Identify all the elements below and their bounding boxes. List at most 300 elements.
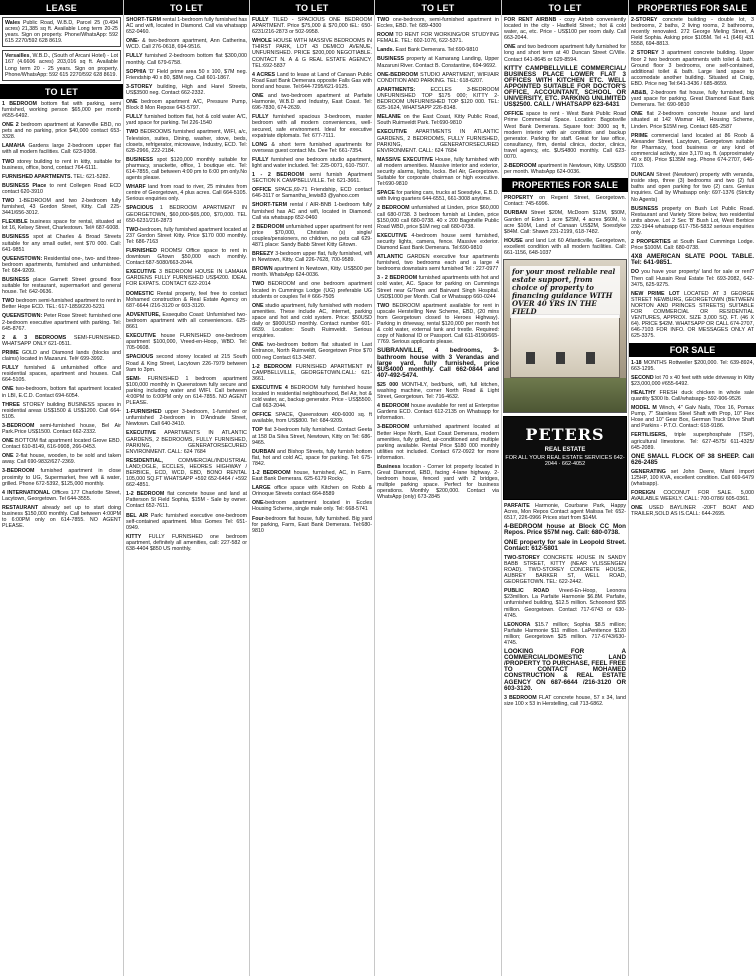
classified-ad <box>631 505 754 517</box>
classified-ad <box>377 129 499 153</box>
ad-body-text: BEDROOM apartment available for rent in upscale Herstelling New Scheme, EBD, (20 mins from Georgetown closed to Heroes Highway). Parking in driveway, rental $120,000 per month hot & cold water, external tank and trestle. Required: copy of National ID or Passport. Call 611-8190/665-7769. Serious applicants please. <box>377 302 499 346</box>
classified-ad <box>377 382 499 400</box>
column-4 <box>374 0 501 976</box>
ad-lead-text: BROWN <box>252 266 273 273</box>
ad-lead-text: FOREIGN <box>631 490 656 497</box>
ad-body-text: unfurnished apartment located at Better Hope North, East Coast Demerara, modern amenities, fully grilled, air-conditioned and multiple parking available. Rental Price $180 000 monthly utilities not included. Contact 672-0922 for more information. <box>377 424 499 461</box>
ad-lead-text: ONE <box>252 302 264 309</box>
ad-body-text: furnished spacious 3-bedroom, master bedroom with all modern conveniences, well-secured, safe environment. Ideal for executive expatriate diplomats. Tel: 677-7111. <box>252 114 372 139</box>
ad-lead-text: PUBLIC ROAD <box>504 588 550 595</box>
column-1 <box>0 0 123 976</box>
classified-ad <box>252 303 372 340</box>
classified-ad <box>377 205 499 229</box>
classified-ad <box>2 313 121 331</box>
ad-body-text: location - Corner lot property located in Great Diamond, EBD, facing 4-lane highway. 2-bedroom house, fenced yard with 2 bridges, multiple parking space. Perfect for business operations. Monthly $200,000. Contact via WhatsApp (only) 673-2845 <box>377 464 499 501</box>
ad-body-text: HOUSE WITH MASSIVE BEDROOMS IN THIRST PARK, LOT 43 DEMICO AVENUE, UNFURNISHED. PRICE $200,000 NEGOTIABLE. CONTACT N. A & G REAL ESTATE AGENCY. TEL:692-5837 <box>252 38 372 69</box>
ad-lead-text: 4X8 AMERICAN SLATE POOL TABLE. Tel: 641-9851. <box>631 253 754 267</box>
ad-lead-text: DURBAN <box>504 210 527 217</box>
classified-ad <box>252 427 372 445</box>
ad-lead-text: LEONORA <box>504 621 531 628</box>
ad-body-text: second storey located at 215 South Road & King Street, Lacytown 226-7979 between 9am to 3pm. <box>126 354 247 373</box>
ad-body-text: 1-BEDROOM and two 2-bedroom fully furnished, 43 Gordon Street, Kitty. Call 225-3441/656-3012. <box>2 197 121 217</box>
ad-lead-text: FULLY <box>252 156 269 163</box>
ad-body-text: CONCRETE HOUSE IN SANDY BABB STREET, KITTY (NEAR VLISSENGEN ROAD). TWO-STOREY CONCRETE HOUSE, AUBREY BARKER ST, WELL ROAD, GEORGETOWN. TEL: 622-2442. <box>504 554 626 586</box>
ad-body-text: office space with Kitchen on Robb & Orinoque Streets contact 664-8589 <box>252 485 372 498</box>
classified-ad <box>252 93 372 111</box>
classified-ad <box>631 490 754 502</box>
column-3 <box>249 0 374 976</box>
classified-ad <box>126 17 247 35</box>
ad-body-text: Peter Rose Street: furnished one 2-bedroom executive apartment with parking. Tel: 645-8767. <box>2 313 121 332</box>
section-subheader: PROPERTIES FOR SALE <box>502 178 628 192</box>
ad-lead-text: Versailles <box>5 53 30 60</box>
classified-ad <box>2 350 121 362</box>
ad-lead-text: EXECUTIVE <box>126 333 157 340</box>
ad-lead-text: SOPHIA <box>126 68 147 75</box>
ad-body-text: furnished apartment in close proximity to UG, Supermarket, free wifi & water, grilled. Phone 672-5392, $125,000 monthly. <box>2 468 121 487</box>
ad-lead-text: FOR RENT AIRBNB <box>504 17 557 23</box>
ad-lead-text: $25 000 <box>377 381 399 388</box>
classified-ad <box>252 38 372 68</box>
classified-ad <box>2 277 121 295</box>
ad-body-text: Vreed-En-Hoop, Leonora $23million. La Parfaite Harmonie $6.8M. Parfaite, unfurnished building, $12.5 million. Schoonord $55 million. Georgetown. Contact 717-6743 or 630-4745. <box>504 588 626 619</box>
banner-brand-name: PETERS <box>525 425 605 445</box>
classified-ad <box>126 458 247 488</box>
ad-body-text: 3 BEDROOM HOUSE IN LAMAHA GARDENS FULLY FURNISHED US$4200. IDEAL FOR EXPATS. CONTACT 622-2014 <box>126 269 247 288</box>
classified-ad <box>126 291 247 309</box>
ad-body-text: and Bishop Streets, fully furnish bottom flat, hot and cold AC, space for parking. Tel: 675-7842. <box>252 448 372 467</box>
ad-body-text: concrete building - double lot, 3 bedrooms, 2 baths, 2 living rooms, 2 bathrooms, recently renovated. 272 George Meling Street, A Field Sophia. Asking price $105M. Tel +1 (646) 431 5558, 694-8813. <box>631 17 754 48</box>
ad-body-text: spot at Charles & Broad Streets suitable for any small outlet, rent $70 000. Call: 641-9851 <box>2 234 121 253</box>
ad-body-text: SEMI-FURNISHED. WHATSAPP ONLY 621-0511. <box>2 334 122 347</box>
classified-ad <box>504 695 626 707</box>
classified-ad <box>2 198 121 216</box>
ad-lead-text: 2 BEDROOM <box>252 223 285 230</box>
ad-body-text: business space for rental, situated at lot 16, Kelsey Street, Charlestown. Tel# 687-6008. <box>2 219 121 232</box>
ad-lead-text: TWO <box>2 298 15 305</box>
ad-body-text: property at Kamarang Landing, Upper Mazaruni River. Contact B. Constantine, 694-9692. <box>377 56 499 69</box>
ad-lead-text: 2-BEDROOM <box>504 163 537 170</box>
ad-body-text: flat 2-bedroom concrete house and land situated at 142 Wismar Hill, Housing Scheme, Linden. Price $15M neg. Contact 685-2587 <box>631 111 754 130</box>
ad-body-text: storey building to rent in kitty, suitable for business, office, bond, contact 764-6111. <box>2 158 121 171</box>
ad-body-text: one-bedroom, semi-furnished apartment in Eccles, EBD. Tel: 689-4300 <box>377 17 499 30</box>
ad-lead-text: ONE <box>504 44 516 51</box>
ad-lead-text: FURNISHED <box>126 248 157 254</box>
window-shape <box>556 352 565 364</box>
ad-lead-text: SEMI- <box>126 375 141 382</box>
ad-body-text: Residential one-, two- and three-bedroom apartments, furnished and unfurnished. Tel: 684-9209. <box>2 255 121 274</box>
ad-lead-text: 3-BEDROOM <box>2 422 35 429</box>
ad-body-text: - cozy Airbnb conveniently located in the city - Hadfield Street.; hot & cold water, ac, etc. Price - US$100 per room daily. Call 663-2044. <box>504 17 626 42</box>
ad-body-text: semi furnish Apartment SECTION K CAMPBELLVILLE. Tel: 621-3661. <box>252 172 372 185</box>
ad-body-text: house FURNISHED one-bedroom apartment $100,000, Vreed-en-Hoop, WBD. Tel: 705-0608. <box>126 333 247 352</box>
ad-body-text: space to rent - West Bank Public Road Prime Commercial Space. Location: Bagotsville West Bank Demerara. Square foot: 3000 sq ft, modern interior with air condition and backup generator. Parking for staff. Great for law office, consultancy, firm, dental clinics, doctor, clinics, travel agency, etc. $US4800 monthly. Call 623-0070. <box>504 111 626 160</box>
classified-ad <box>2 17 121 47</box>
ad-lead-text: 2-STOREY <box>631 17 658 23</box>
classified-ad <box>377 157 499 187</box>
classified-ad <box>126 69 247 81</box>
ad-body-text: ECCLES 3-BEDROOM UNFURNISHED TOP $175 000; KITTY 2-BEDROOM UNFURNISHED TOP $120 000. TEL: 625-1624, WHATSAPP 226-8148. <box>377 86 499 112</box>
ad-lead-text: MASSIVE EXECUTIVE <box>377 156 434 163</box>
ad-body-text: unfurnished at Linden, price $60,000 call 680-0738. 3 bedroom furnish at Linden, price $150,000 call 680-0738. 40 x 200 Bagotville Public Road WBD, price $1M neg call 680-0738. <box>377 205 499 230</box>
classified-ad <box>126 53 247 65</box>
ad-lead-text: FULLY <box>126 114 143 121</box>
classified-ad <box>504 540 626 552</box>
ad-body-text: Harmonie, Courbane Park, Happy Acres, Mon Repos Contact agent Malissa Tel: 652-6517, 226-0966 Prices start from $14M. <box>504 503 626 522</box>
classified-ad <box>631 269 754 287</box>
classified-ad <box>377 17 499 29</box>
ad-body-text: Offices 177 Charlotte Street, Lacytown, Georgetown. Tel 644-3555. <box>2 489 121 502</box>
classified-ad <box>504 44 626 62</box>
ad-lead-text: TWO <box>377 302 390 309</box>
ad-lead-text: QUEENSTOWN: <box>2 313 43 320</box>
ad-body-text: FULLY FURNISHED one bedroom apartment, definitely all amenities, call: 227-582 or 638-4404 $850 US monthly. <box>126 533 247 553</box>
ad-lead-text: FULLY <box>126 53 143 60</box>
ad-lead-text: ONE <box>252 93 264 100</box>
ad-lead-text: MODEL M <box>631 405 657 412</box>
classified-ad <box>631 206 754 236</box>
ad-body-text: East Bank Demerara. Tel:690-9810 <box>394 47 479 54</box>
ad-body-text: FURNISHED 1 bedroom apartment $100,000 monthly in Queenstown fully secure and parking including water and WIFI. Call between 4:00PM to 6:00PM only on 614-7855. NO AGENT PLEASE. <box>126 375 247 407</box>
classified-ad <box>252 500 372 512</box>
ad-lead-text: AB&B, <box>631 90 648 97</box>
ad-body-text: flat 3-bedroom fully furnished. Contact Geeta at 158 Da Silva Street, Newtown, Kitty on Tel: 686-9465. <box>252 427 372 446</box>
section-header: TO LET <box>124 0 249 15</box>
ad-body-text: rental 1-bedroom fully furnished has AC and wifi, located in Diamond. Call via whatsapp 652-0460. <box>126 17 248 36</box>
ad-lead-text: WHOLE <box>252 38 272 45</box>
classified-ad <box>252 516 372 534</box>
ad-lead-text: FLEXIBLE <box>2 219 28 226</box>
ad-lead-text: BEL AIR <box>126 512 149 519</box>
classified-ad <box>504 503 626 521</box>
classified-ad <box>126 312 247 330</box>
ad-lead-text: EXECUTIVE 4 <box>252 384 288 391</box>
ad-body-text: COMMERCIAL/INDUSTRIAL LAND;OGLE, ECCLES, HEORES HIGHWAY / BERBICE, ECD, WCD, EBD, BONO RENTAL 105,000 SQ.FT WHATSAPP +592 652-6464 / +592 662-4851. <box>126 457 247 489</box>
classified-ad <box>504 17 626 41</box>
ad-body-text: bedroom apartment A/C, Pressure Pump, Block 8 Mon Repose 643-5797. <box>126 99 247 112</box>
ad-body-text: bedroom apartment located in Eccles Housing Scheme, single male only. Tel: 668-5741 <box>252 500 372 513</box>
ad-lead-text: ATLANTIC <box>377 254 404 261</box>
ad-lead-text: 3 BEDROOM <box>504 694 537 701</box>
ad-body-text: property on Bush Lot Public Road. Restaurant and Variety Store below, two residential units above. Lot 2 Sec 'B' Bush Lot, West Berbice 232-1944 whatsapp 617-756-5832 serious enquiries only. <box>631 205 754 236</box>
classified-ad <box>377 32 499 44</box>
ad-body-text: land from road to river, 25 minutes from centre of Georgetown, 4 plus acres. Call 664-5105. Serious enquiries only. <box>126 184 247 203</box>
ad-lead-text: FURNISHED APARTMENTS. <box>2 173 73 180</box>
ad-body-text: house, furnished, AC, in Farm, East Bank Demerara. 625-6179 Rocky. <box>252 470 373 483</box>
ad-body-text: 4-bedroom house semi furnished, security lights, camera, fence. Massive exterior. Diamond East Bank Demerara. Tel:690-9810 <box>377 232 499 251</box>
ad-lead-text: SPACIOUS <box>126 354 154 361</box>
ad-lead-text: WHARF <box>126 184 146 191</box>
ad-body-text: two-bedroom, bottom flat apartment located in LBI, E.C.D. Contact 694-6054. <box>2 386 121 399</box>
ad-body-text: flat concrete house and land at Patterson St Field Sophia, $15M - Sale by owner. Contact 652-7611. <box>126 491 247 510</box>
ad-body-text: building, High and Harel Streets, US$3500 neg. Contact 662-2332. <box>126 83 247 96</box>
ad-body-text: TILED - SPACIOUS ONE BEDROOM APARTMENT. Price $75,000 & $70,000 tEL: 650-6231/216-2873 or 502-9958. <box>252 17 372 36</box>
ad-body-text: already set up to start doing business $150,000 monthly. Call between 4:00PM to 6:00PM only on 614-7855. NO AGENT PLEASE. <box>2 504 121 530</box>
ad-lead-text: HOUSE <box>504 237 523 244</box>
classified-ad <box>2 159 121 171</box>
section-header: LEASE <box>0 0 123 15</box>
ad-lead-text: EXECUTIVE <box>377 129 408 136</box>
ad-lead-text: ONE <box>252 342 264 349</box>
classified-ad <box>504 555 626 585</box>
ad-body-text: Public Road, W.B.D, Parcel 25 (0.494 acres) 21,385 sq ft. Available Long term 20-25 years. Sign on property. Phone/WhatsApp: 592 615 2270/592 628 8619. <box>5 20 118 45</box>
ad-lead-text: SPACIOUS <box>126 205 154 212</box>
ad-body-text: to rent Collegen Road ECD contact 620-3910 <box>2 182 121 195</box>
ad-body-text: studio apartment, fully furnished with modern amenities. These include AC, internet, parking space and hot and cold system. Price: $50USD daily or $900USD monthly. Contact number 601-6639. Location: South Ruimveldt. Serious enquiries. <box>252 302 372 340</box>
ad-lead-text: PRIME <box>2 349 19 356</box>
classified-ad <box>631 454 754 466</box>
classified-ad <box>631 172 754 202</box>
section-header: TO LET <box>375 0 501 15</box>
classified-ad <box>2 101 121 119</box>
ad-lead-text: ONE 2 <box>2 122 19 129</box>
ad-lead-text: 3-BEDROOM <box>377 424 410 431</box>
classified-ad <box>504 649 626 692</box>
ad-lead-text: TWO <box>377 17 390 23</box>
classified-ad <box>2 219 121 231</box>
ad-body-text: FURNISHED APARTMENT IN CAMPBELLVILLE, GEORGETOWN.CALL: 621-3661. <box>252 363 372 382</box>
ad-body-text: Rental property, feel free to contact Mohamed construction & Real Estate Agency on 687-6644 /216-3120 or 603-3120. <box>126 290 247 309</box>
ad-lead-text: 1-2 BEDROOM <box>252 363 292 370</box>
section-header: PROPERTIES FOR SALE <box>629 0 756 15</box>
ad-lead-text: TWO <box>2 158 15 165</box>
ad-body-text: 3 apartment concrete building. Upper floor 2 two bedroom apartments with toilet & bath. Ground floor 3 bedrooms, one self-contained, additional toilet & bath. Large land space to accomodate another building. Situated at Craig, EBD. Price neg Tel:641-3436 / 685-8659. <box>631 50 754 87</box>
classified-ad <box>126 513 247 531</box>
classified-ad <box>126 129 247 153</box>
ad-body-text: rental / AIR-BNB 1-bedroom fully furnished has AC and wifi, located in Diamond. Call via whatsapp 652-0460 <box>252 202 372 221</box>
classified-ad <box>2 438 121 450</box>
ad-lead-text: EXECUTIVE <box>126 269 157 276</box>
ad-body-text: bedroom semi-furnished apartment to rent in Better Hope ECD. TEL: 617-1859/220-5231 <box>2 298 121 311</box>
classified-ad <box>377 72 499 84</box>
classified-ad <box>2 335 121 347</box>
ad-lead-text: MELANIE <box>377 114 401 121</box>
classified-ad <box>631 291 754 340</box>
ad-body-text: set John Deere, Miami import 125HP, 100 KVA, excellent condition. Call 669-6479 (whatsapp). <box>631 468 754 488</box>
ad-lead-text: ONE-BEDROOM <box>377 71 418 78</box>
ad-body-text: Land to lease at Land of Canaan Public Road East Bank Demerara opposite Falls Gas with bond and house. Tel:644-7295/621-9125. <box>252 71 372 90</box>
ad-lead-text: OFFICE <box>252 412 272 419</box>
ad-body-text: semi-furnished house, Bel Air Park.Price US$1500. Contact 662-2332. <box>2 422 121 435</box>
classified-ad <box>252 187 372 199</box>
classified-ad <box>377 190 499 202</box>
classified-ad <box>2 298 121 310</box>
ad-lead-text: 2 & 3 BEDROOMS <box>2 334 67 341</box>
ad-body-text: Park: furnished executive one-bedroom self-contained apartment. Miss Gomes Tel: 651-0949. <box>126 512 247 531</box>
ad-body-text: lot 70 x 40 feet with wide driveway in Kitty $23,000,000 #655-6492. <box>631 374 754 387</box>
ad-lead-text: BUSINESS <box>126 156 154 163</box>
classified-ad <box>377 56 499 68</box>
column-6 <box>628 0 756 976</box>
ad-body-text: MONTHLY, bed/bunk, wifi, full kitchen, washing machine, corner North Road & Light Street, Georgetown. Tel: 716-4632. <box>377 381 499 401</box>
ad-body-text: upper 3-bedroom, 1-furnished or unfurnished 2-bedroom in D'Andrade Street, Newtown. Call 640-3410. <box>126 409 247 428</box>
classified-ad <box>252 202 372 220</box>
ad-body-text: Gardens large 2-bedroom upper flat with all modern facilities. Call: 623-9308. <box>2 143 121 156</box>
column-2 <box>123 0 249 976</box>
classified-ad <box>252 485 372 497</box>
classified-ad <box>126 430 247 454</box>
banner-tagline: FOR ALL YOUR REAL ESTATE SERVICES 642-2044 · 662-4052 <box>505 455 625 468</box>
lawn-image <box>504 378 626 412</box>
ad-lead-text: TWO- <box>126 226 141 233</box>
classified-ad <box>631 390 754 402</box>
ad-body-text: bedroom flat house, fully furnished. Big yard for parking, Farm, East Bank Demerara. Tel:680-9810 <box>252 515 372 534</box>
classified-ad <box>504 66 626 109</box>
classified-ad <box>631 432 754 450</box>
ad-body-text: you have your property/ land for sale or rent? Then call Husain Real Estate Tel: 693-2082, 642-3475, 625-9275. <box>631 269 754 288</box>
classified-ad <box>504 163 626 175</box>
ad-body-text: spot $120,000 monthly suitable for pharmacy, snackette, office, 1 boutique etc. Tel: 614-7855, call between 4:00 pm to 6:00 pm only.No agents please. <box>126 156 247 182</box>
ad-lead-text: BUSINESS <box>2 277 30 283</box>
ad-lead-text: 1 BEDROOM <box>2 100 37 107</box>
ad-body-text: furnished one bedroom studio apartment, light and water included. Tel: 225-0071, 610-7507. <box>252 156 372 169</box>
ad-body-text: BEDROOM and one bedroom apartment located in Cummings Lodge (UG) preferable UG students or couples Tel # 666-7505 <box>252 281 372 300</box>
ad-body-text: 2-flat house, wooden, to be sold and taken away. Call 690-9832/627-2369. <box>2 453 121 466</box>
ad-lead-text: GENERATING <box>631 468 666 475</box>
ad-lead-text: LOOKING FOR A COMMERCIAL/DOMESTIC LAND /PROPERTY TO PURCHASE, FEEL FREE TO CONTACT MOHAMED CONSTRUCTION & REAL ESTATE AGENCY ON 687-6644 /216-3120 OR 603-3120. <box>504 648 626 692</box>
ad-body-text: GOLD and Diamond lands (blocks and claims) located in Mazaruni. Tel# 699-3992. <box>2 349 121 363</box>
ad-body-text: COCONUT FOR SALE. 5,000 AVAILABLE WEEKLY. CALL: 700-0786/ 605-0361. <box>631 490 754 503</box>
ad-lead-text: ONE- <box>252 500 266 507</box>
section-header: TO LET <box>502 0 628 15</box>
classified-ad <box>126 227 247 245</box>
classified-ad <box>126 491 247 509</box>
ad-lead-text: HEALTHY <box>631 389 656 396</box>
ad-lead-text: ONE <box>126 99 138 106</box>
ad-lead-text: DO <box>631 269 639 276</box>
ad-body-text: BEDROOM fully furnished house located in residential neighbourhood, Bel Air, hot & cold water, ac, backup generator. Price - US$5500. Call 663-2044. <box>252 384 372 410</box>
section-header: TO LET <box>250 0 374 15</box>
classified-ad <box>126 205 247 223</box>
ad-lead-text: RESIDENTIAL, <box>126 457 163 464</box>
classified-ad <box>252 364 372 382</box>
classified-ad <box>252 449 372 467</box>
ad-body-text: on the East Coast, Kitty Public Road, South Ruimveldt Park. Tel:690-9810 <box>377 114 499 127</box>
ad-body-text: bottom flat with parking, semi furnished, working person $65,000 per month #655-6492. <box>2 100 121 119</box>
ad-lead-text: 1-2 BEDROOM <box>252 470 291 476</box>
ad-body-text: apartment in Newtown, Kitty. US$500 per month. WhatsApp 624-0036. <box>504 163 626 176</box>
ad-lead-text: LARGE <box>252 485 271 492</box>
ad-lead-text: BUSINESS <box>631 205 659 212</box>
ad-lead-text: Wales <box>5 20 21 26</box>
ad-body-text: furnished 2-bedroom bottom flat $300,000 monthly. Call 679-6758. <box>126 53 247 66</box>
ad-lead-text: TWO <box>126 129 139 136</box>
ad-lead-text: PARFAITE <box>504 503 530 510</box>
ad-lead-text: 1 - 2 BEDROOM <box>252 172 305 179</box>
classified-ad <box>2 174 121 180</box>
ad-body-text: Winch, 4" Galv Nails, 70ox 16, Pomax Pump, 7" Stainless Steel Shaft with Prop, 10" Flex Hose and 10" Gear Box, German Truck Drive Shaft and Parkins - P.T.O. Contact: 618-9186. <box>631 405 754 430</box>
classified-ad <box>126 84 247 96</box>
column-5 <box>501 0 628 976</box>
ad-body-text: two-bedroom bottom flat situated in Last Entrance, North Ruimveldt, Georgetown Price $70 000 neg Contact 613-3487. <box>252 342 372 361</box>
section-subheader: FOR SALE <box>629 343 756 357</box>
ad-body-text: STOREY building BUSINESS spaces in residential areas US$1500 & US$1200. Call 664-5105. <box>2 401 121 420</box>
ad-lead-text: 4 BEDROOM <box>377 403 410 410</box>
classified-ad <box>631 360 754 372</box>
classified-ad <box>377 424 499 461</box>
ad-lead-text: PROPERTY <box>504 195 534 202</box>
classified-ad <box>631 239 754 251</box>
ad-body-text: furnished apartments with hot and cold water, AC. Space for parking on Cummings Street near G/Town and Bairvant Singh Hospital. USD$1000 per Month. Call or Whatsapp 660-0244 <box>377 275 499 300</box>
house-photo-ad <box>503 259 627 413</box>
classified-ad <box>126 269 247 287</box>
ad-lead-text: ROOM <box>377 32 394 39</box>
classified-ad <box>377 233 499 251</box>
ad-body-text: Essequibo Coast: Unfurnished two-bedroom apartment with all conveniences. 625-8661 <box>126 311 247 331</box>
classified-ad <box>252 224 372 248</box>
classified-ad <box>252 172 372 184</box>
classified-ad <box>504 238 626 256</box>
ad-lead-text: 2 BEDROOM <box>377 205 410 212</box>
classified-ad <box>631 133 754 170</box>
ad-lead-text: 3 - 2 BEDROOM <box>377 275 418 282</box>
classified-ad <box>377 114 499 126</box>
ad-lead-text: TWO <box>2 197 15 204</box>
ad-lead-text: PRIME <box>631 132 648 139</box>
ad-lead-text: FULLY <box>252 17 269 23</box>
classified-ad <box>631 111 754 129</box>
ad-lead-text: ADVENTURE, <box>126 311 161 318</box>
ad-lead-text: SHORT-TERM <box>252 202 288 209</box>
classified-ad <box>126 534 247 552</box>
ad-body-text: for parking cars, trucks at Soesdyke, E.B.D. with living quarters 644-6551, 661-3008 anytime. <box>377 190 499 203</box>
ad-body-text: house available for rent at Enterprise Gardens ECD. Contact 612-2135 on Whatsapp for information. <box>377 403 499 422</box>
classified-ad <box>2 490 121 502</box>
window-shape <box>586 352 595 364</box>
ad-body-text: at South East Cummings Lodge. Price $100M. Call: 680-0738. <box>631 239 755 252</box>
classified-ad <box>377 464 499 501</box>
ad-lead-text: EXECUTIVE <box>377 232 408 239</box>
classified-ad <box>504 622 626 646</box>
classified-ad <box>377 254 499 272</box>
classified-ad <box>377 403 499 421</box>
ad-lead-text: LONG <box>252 141 268 148</box>
ad-body-text: and two bedroom apartment fully furnished for long and short term at 40 Duncan Street C/Ville. Contact 641-8645 or 629-8594. <box>504 44 626 63</box>
ad-body-text: place Garnett Street ground floor suitable for restaurant, supermarket and general house. Tel: 642-0636. <box>2 277 121 296</box>
ad-body-text: furnished & unfurnished office and residential spaces, apartment and houses. Call 664-5105. <box>2 365 121 384</box>
classified-ad <box>252 281 372 299</box>
ad-lead-text: 4 ACRES <box>252 71 276 78</box>
classified-ad <box>2 234 121 252</box>
classified-ad <box>252 412 372 424</box>
ad-lead-text: EXECUTIVE <box>126 430 157 437</box>
ad-lead-text: SUBRANVILLE, 4 bedrooms, 3-bathroom house with 3 Verandas and large yard, fully furnished, price $US4000 monthly. Call 662-0844 and 407-492-5474. <box>377 347 499 379</box>
classified-ad <box>2 402 121 420</box>
ad-lead-text: TWO <box>252 281 265 288</box>
ad-body-text: commercial land located at 86 Roob & Alexander Street, Lacytown, Georgetown suitable for Pharmacy, food business or any kind of commercial activity, size 3,170 sq. ft. (approximately 40 x 80). Price $135M neg. Phone 674-2707, 646-7103. <box>631 132 754 170</box>
ad-lead-text: BUSINESS Place <box>2 182 47 189</box>
classified-ad <box>377 275 499 299</box>
ad-body-text: 3-bedroom upper flat, fully furnished, wifi in Newtown, Kitty. Call 226-7628, 700-9589. <box>252 251 372 264</box>
ad-body-text: and land Lot 60 Atlanticville, Georgetown, excellent condition with all modern facilities. Call: 661-1156, 648-1037 <box>504 237 626 256</box>
ad-lead-text: 2 PROPERTIES <box>631 239 671 246</box>
section-header: TO LET <box>0 84 123 99</box>
ad-body-text: BOTTOM flat apartment located Grove EBD. Contact 610-8149, 616-9908, 266-0453. <box>2 438 121 451</box>
ad-body-text: SPACE,69-71 Friendship, ECD contact 646-3117 or Samantha_lewis83 @yahoo.com <box>252 187 372 200</box>
classified-ad <box>2 365 121 383</box>
ad-lead-text: RESTAURANT <box>2 504 39 511</box>
ad-lead-text: ONE <box>2 438 14 445</box>
classified-ad <box>377 87 499 111</box>
classified-ad <box>2 143 121 155</box>
ad-lead-text: Four- <box>252 515 266 522</box>
classified-ad <box>504 210 626 234</box>
ad-lead-text: ONE <box>2 386 14 393</box>
classified-ad <box>2 386 121 398</box>
ad-lead-text: 2 STOREY <box>631 50 659 57</box>
classified-ad <box>377 348 499 378</box>
ad-body-text: & short term furnished apartments for overseas guest contact Ms. Dee Tel: 661-7354. <box>252 141 372 154</box>
